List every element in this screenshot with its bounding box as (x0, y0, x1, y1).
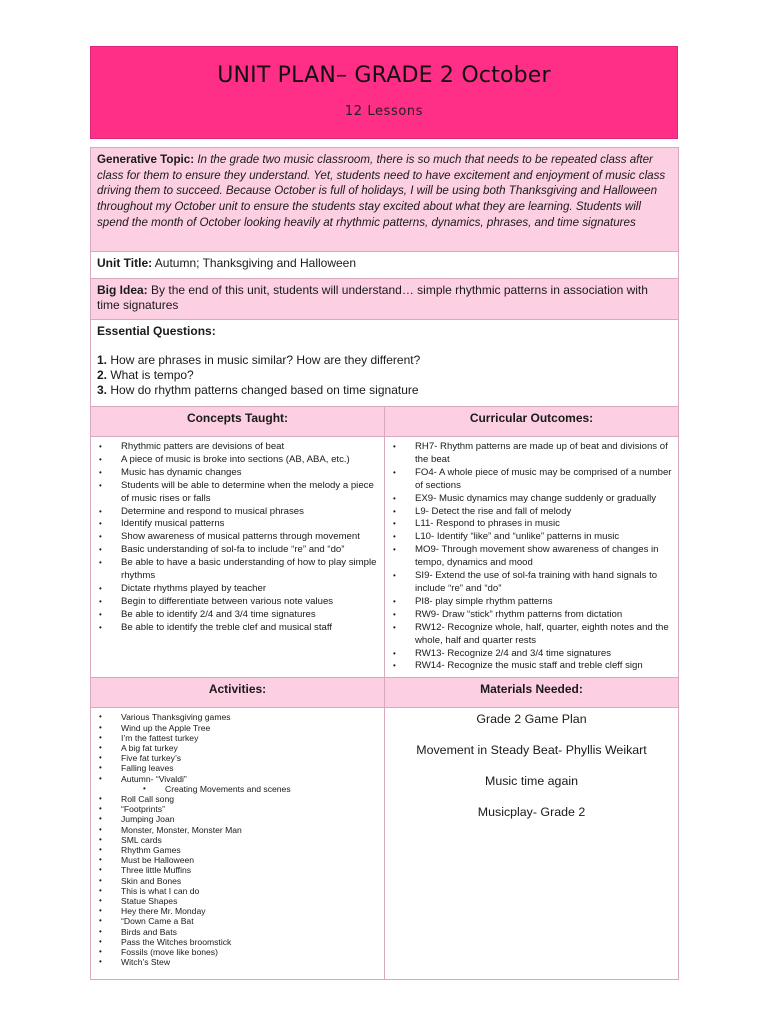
list-item: • A piece of music is broke into sections (AB, ABA, etc.) (97, 454, 378, 467)
list-item: • Various Thanksgiving games (97, 712, 378, 722)
list-item: • Fossils (move like bones) (97, 947, 378, 957)
materials-item: Music time again (485, 774, 578, 789)
list-item: • Basic understanding of sol-fa to include “re” and “do” (97, 544, 378, 557)
materials-item: Movement in Steady Beat- Phyllis Weikart (416, 743, 647, 758)
list-item: • Identify musical patterns (97, 518, 378, 531)
list-item: • Determine and respond to musical phrases (97, 506, 378, 519)
list-item: • Dictate rhythms played by teacher (97, 583, 378, 596)
page-title: UNIT PLAN– GRADE 2 October (217, 63, 551, 88)
list-item: • Rhythmic patters are devisions of beat (97, 441, 378, 454)
list-item: • Be able to identify 2/4 and 3/4 time signatures (97, 609, 378, 622)
list-item: • “Down Came a Bat (97, 916, 378, 926)
list-subitem: • Creating Movements and scenes (97, 784, 378, 794)
essential-question: 1. How are phrases in music similar? How are they different? (97, 353, 421, 367)
list-item: • L10- Identify “like” and “unlike” patterns in music (391, 531, 672, 544)
list-item: • Show awareness of musical patterns through movement (97, 531, 378, 544)
activities-header: Activities: (91, 678, 385, 708)
materials-header: Materials Needed: (385, 678, 679, 708)
essential-questions-cell (91, 320, 679, 407)
list-item: • Begin to differentiate between various note values (97, 596, 378, 609)
list-item: • L11- Respond to phrases in music (391, 518, 672, 531)
materials-item: Grade 2 Game Plan (476, 712, 587, 727)
list-item: • EX9- Music dynamics may change suddenly or gradually (391, 493, 672, 506)
list-item: • FO4- A whole piece of music may be comprised of a number of sections (391, 467, 672, 493)
unit-title-text: Autumn; Thanksgiving and Halloween (154, 256, 357, 270)
list-item: • “Footprints” (97, 804, 378, 814)
list-item: • SML cards (97, 835, 378, 845)
big-idea-text: By the end of this unit, students will understand… simple rhythmic patterns in association with time signatures (97, 283, 648, 312)
list-item: • Rhythm Games (97, 845, 378, 855)
list-item: • Be able to identify the treble clef and musical staff (97, 622, 378, 635)
unit-plan-table (90, 147, 679, 980)
list-item: • RW12- Recognize whole, half, quarter, eighth notes and the whole, half and quarter rests (391, 622, 672, 648)
list-item: • Autumn- “Vivaldi” (97, 774, 378, 784)
list-item: • Roll Call song (97, 794, 378, 804)
list-item: • Statue Shapes (97, 896, 378, 906)
list-item: • I’m the fattest turkey (97, 733, 378, 743)
activities-list (97, 712, 378, 967)
list-item: • Music has dynamic changes (97, 467, 378, 480)
title-banner (90, 46, 678, 139)
list-item: • Jumping Joan (97, 814, 378, 824)
concepts-list-cell (91, 437, 385, 678)
generative-topic-label: Generative Topic: (97, 153, 195, 166)
list-item: • Witch’s Stew (97, 957, 378, 967)
list-item: • Skin and Bones (97, 876, 378, 886)
big-idea-cell (91, 279, 679, 320)
list-item: • Five fat turkey’s (97, 753, 378, 763)
essential-questions-label: Essential Questions: (97, 324, 216, 338)
list-item: • RW14- Recognize the music staff and treble cleff sign (391, 660, 672, 673)
list-item: • Hey there Mr. Monday (97, 906, 378, 916)
essential-question: 3. How do rhythm patterns changed based on time signature (97, 383, 419, 397)
list-item: • Students will be able to determine when the melody a piece of music rises or falls (97, 480, 378, 506)
list-item: • MO9- Through movement show awareness of changes in tempo, dynamics and mood (391, 544, 672, 570)
generative-topic-cell (91, 148, 679, 252)
list-item: • Birds and Bats (97, 927, 378, 937)
outcomes-list-cell (385, 437, 679, 678)
materials-item: Musicplay- Grade 2 (477, 805, 586, 820)
list-item: • Three little Muffins (97, 865, 378, 875)
outcomes-header: Curricular Outcomes: (385, 407, 679, 437)
list-item: • PI8- play simple rhythm patterns (391, 596, 672, 609)
list-item: • Wind up the Apple Tree (97, 723, 378, 733)
essential-question: 2. What is tempo? (97, 368, 194, 382)
concepts-list (97, 441, 378, 635)
materials-list-cell (385, 708, 679, 980)
lesson-count: 12 Lessons (344, 104, 424, 119)
list-item: • Pass the Witches broomstick (97, 937, 378, 947)
list-item: • RW13- Recognize 2/4 and 3/4 time signatures (391, 648, 672, 661)
generative-topic-text: In the grade two music classroom, there is so much that needs to be repeated class after class for them to ensure they understand. Yet, students need to have excitement and enjoyment of music class driving them to succeed. Because October is full of holidays, I will be using both Thanksgiving and Halloween throughout my October unit to ensure the students stay excited about what they are learning. Students will spend the month of October looking heavily at rhythmic patterns, dynamics, phrases, and time signatures (97, 153, 666, 229)
list-item: • RH7- Rhythm patterns are made up of beat and divisions of the beat (391, 441, 672, 467)
list-item: • SI9- Extend the use of sol-fa training with hand signals to include “re” and “do” (391, 570, 672, 596)
unit-plan-page (90, 46, 678, 980)
list-item: • This is what I can do (97, 886, 378, 896)
unit-title-label: Unit Title: (97, 256, 153, 270)
list-item: • Falling leaves (97, 763, 378, 773)
list-item: • A big fat turkey (97, 743, 378, 753)
unit-title-cell (91, 252, 679, 279)
list-item: • Monster, Monster, Monster Man (97, 825, 378, 835)
list-item: • RW9- Draw “stick” rhythm patterns from dictation (391, 609, 672, 622)
activities-list-cell (91, 708, 385, 980)
big-idea-label: Big Idea: (97, 283, 148, 297)
list-item: • L9- Detect the rise and fall of melody (391, 506, 672, 519)
list-item: • Must be Halloween (97, 855, 378, 865)
list-item: • Be able to have a basic understanding of how to play simple rhythms (97, 557, 378, 583)
outcomes-list (391, 441, 672, 673)
concepts-header: Concepts Taught: (91, 407, 385, 437)
